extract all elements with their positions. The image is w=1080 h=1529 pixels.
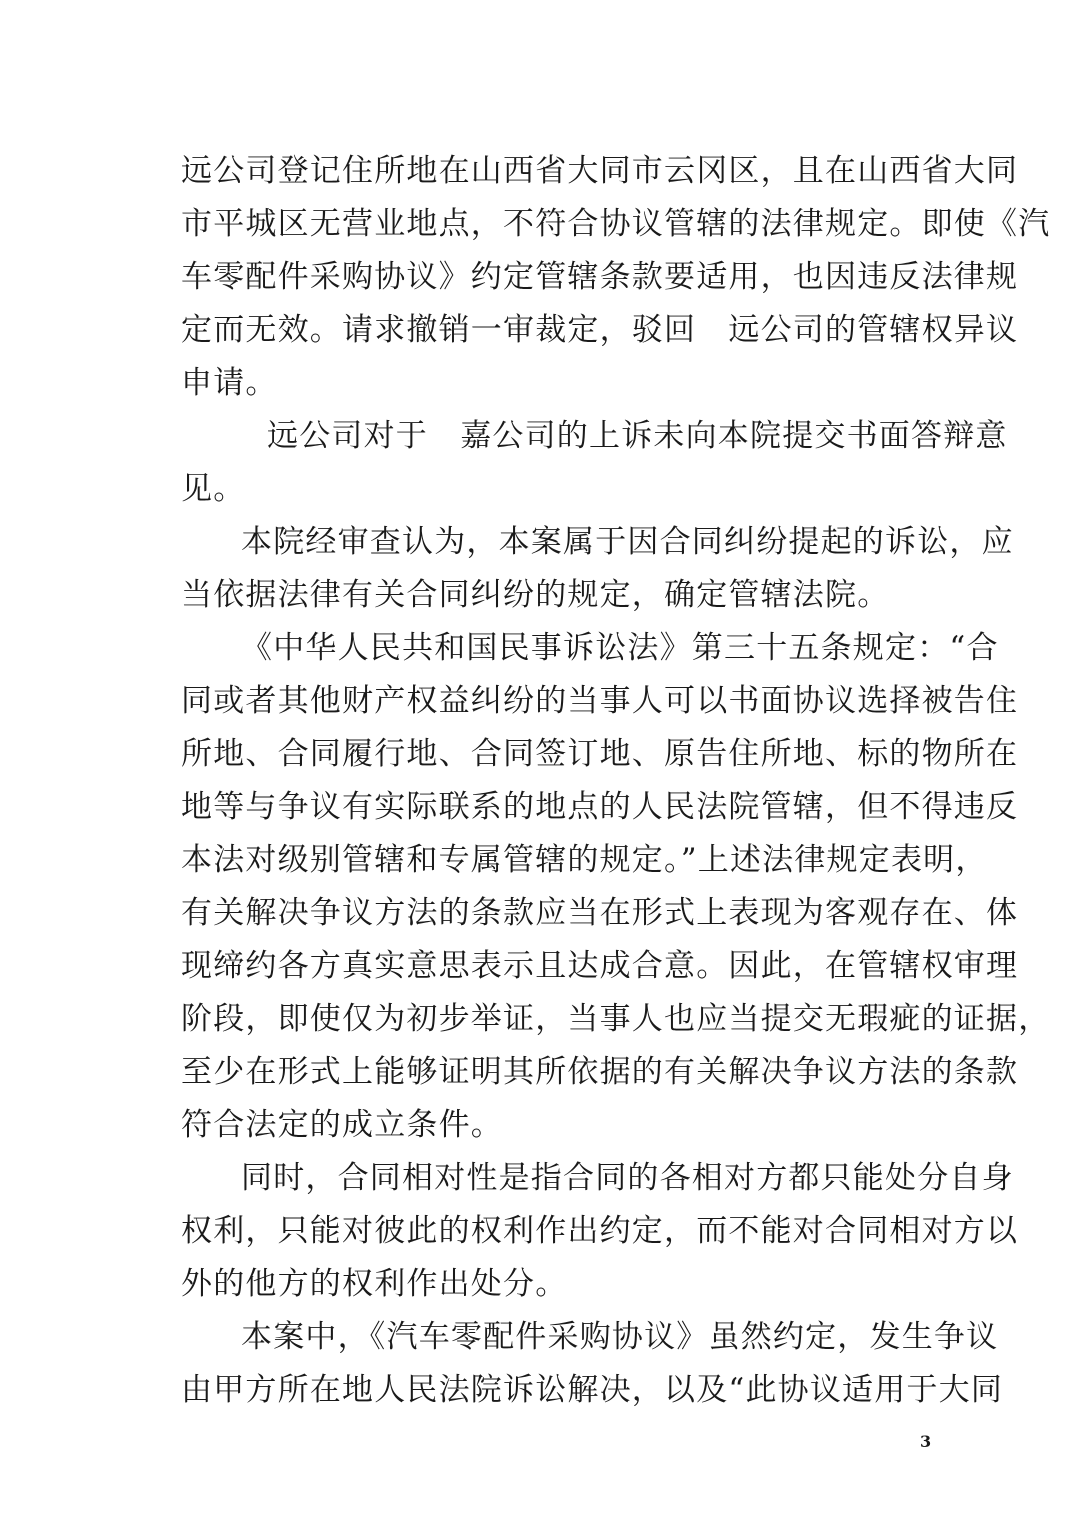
text-line: 同或者其他财产权益纠纷的当事人可以书面协议选择被告住 (181, 683, 1019, 719)
text-line: 地等与争议有实际联系的地点的人民法院管辖，但不得违反 (181, 789, 1019, 825)
text-line: 所地、合同履行地、合同签订地、原告住所地、标的物所在 (181, 736, 1019, 772)
page-number: 3 (920, 1432, 932, 1451)
text-line: 市平城区无营业地点，不符合协议管辖的法律规定。即使《汽 (181, 206, 1051, 242)
text-line: 现缔约各方真实意思表示且达成合意。因此，在管辖权审理 (181, 948, 1019, 984)
text-line: 外的他方的权利作出处分。 (181, 1266, 568, 1302)
text-line: 见。 (181, 471, 246, 507)
paragraph-start-line: 《中华人民共和国民事诉讼法》第三十五条规定：“合 (241, 630, 999, 666)
body-text (181, 145, 1051, 1417)
text-line: 至少在形式上能够证明其所依据的有关解决争议方法的条款 (181, 1054, 1019, 1090)
paragraph-start-line: 本院经审查认为，本案属于因合同纠纷提起的诉讼，应 (241, 524, 1014, 560)
text-line: 权利，只能对彼此的权利作出约定，而不能对合同相对方以 (181, 1213, 1019, 1249)
text-line: 车零配件采购协议》约定管辖条款要适用，也因违反法律规 (181, 259, 1019, 295)
text-line: 定而无效。请求撤销一审裁定，驳回 远公司的管辖权异议 (181, 312, 1019, 348)
paragraph-start-line: 同时，合同相对性是指合同的各相对方都只能处分自身 (241, 1160, 1014, 1196)
paragraph-start-line: 远公司对于 嘉公司的上诉未向本院提交书面答辩意 (267, 418, 1008, 454)
paragraph-start-line: 本案中，《汽车零配件采购协议》虽然约定，发生争议 (241, 1319, 999, 1355)
text-line: 阶段，即使仅为初步举证，当事人也应当提交无瑕疵的证据， (181, 1001, 1051, 1037)
text-line: 申请。 (181, 365, 278, 401)
text-line: 符合法定的成立条件。 (181, 1107, 503, 1143)
text-line: 由甲方所在地人民法院诉讼解决，以及“此协议适用于大同 (181, 1372, 1004, 1408)
text-line: 远公司登记住所地在山西省大同市云冈区，且在山西省大同 (181, 153, 1019, 189)
text-line: 本法对级别管辖和专属管辖的规定。”上述法律规定表明， (181, 842, 988, 878)
text-line: 有关解决争议方法的条款应当在形式上表现为客观存在、体 (181, 895, 1019, 931)
text-line: 当依据法律有关合同纠纷的规定，确定管辖法院。 (181, 577, 890, 613)
